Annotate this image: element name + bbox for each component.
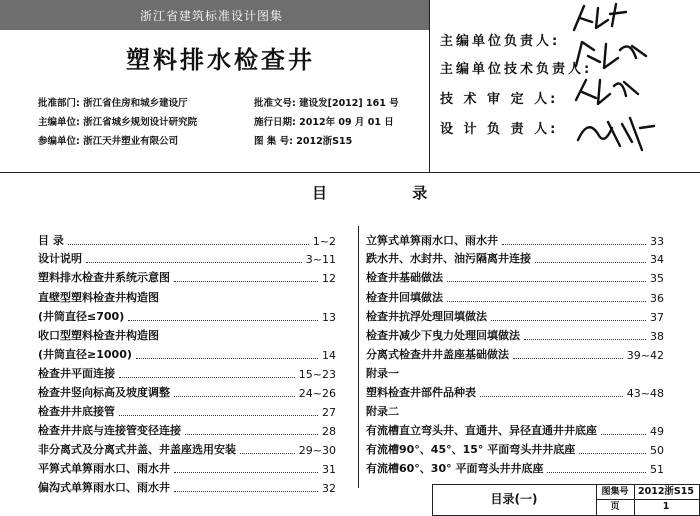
atlas-no-value: 2012浙S15 bbox=[637, 486, 694, 497]
resp-tech-reviewer: 技 术 审 定 人: bbox=[440, 92, 559, 107]
signature-2 bbox=[576, 42, 646, 68]
toc-entry[interactable]: 检查井基础做法 35 bbox=[366, 271, 664, 285]
toc-entry[interactable]: 塑料排水检查井系统示意图 12 bbox=[38, 271, 336, 285]
signatures bbox=[560, 0, 700, 172]
meta-approver bbox=[38, 95, 188, 109]
toc-entry-heading[interactable]: 收口型塑料检查井构造图 bbox=[38, 329, 159, 342]
toc-divider bbox=[358, 226, 359, 488]
resp-chief-tech-head: 主编单位技术负责人: bbox=[440, 62, 593, 77]
toc-entry[interactable]: 检查井回填做法 36 bbox=[366, 291, 664, 305]
toc-heading: 目 录 bbox=[312, 184, 468, 202]
toc-appendix-heading[interactable]: 附录二 bbox=[366, 405, 399, 418]
meta-key: 批准文号: bbox=[254, 98, 296, 109]
signature-3 bbox=[576, 80, 638, 104]
toc-entry[interactable]: 目 录 1~2 bbox=[38, 234, 336, 248]
series-title: 浙江省建筑标准设计图集 bbox=[140, 9, 284, 23]
toc-entry[interactable]: 跌水井、水封井、油污隔离井连接 34 bbox=[366, 252, 664, 266]
meta-co-unit bbox=[38, 133, 178, 147]
page-number: 1 bbox=[662, 501, 670, 512]
meta-key: 图 集 号: bbox=[254, 136, 293, 147]
toc-appendix-heading[interactable]: 附录一 bbox=[366, 367, 399, 380]
toc-entry[interactable]: (井筒直径≥1000) 14 bbox=[38, 348, 336, 362]
meta-key: 主编单位: bbox=[38, 117, 80, 128]
toc-entry[interactable]: 设计说明 3~11 bbox=[38, 252, 336, 266]
meta-chief-unit bbox=[38, 114, 197, 128]
toc-entry[interactable]: 检查井平面连接 15~23 bbox=[38, 367, 336, 381]
resp-chief-unit-head: 主编单位负责人: bbox=[440, 34, 561, 49]
meta-value: 浙江省城乡规划设计研究院 bbox=[83, 117, 198, 128]
toc-entry[interactable]: 塑料检查井部件品种表 43~48 bbox=[366, 386, 664, 400]
toc-entry-heading[interactable]: 直壁型塑料检查井构造图 bbox=[38, 291, 159, 304]
header-divider bbox=[429, 0, 430, 172]
toc-entry[interactable]: (井筒直径≤700) 13 bbox=[38, 310, 336, 324]
meta-key: 参编单位: bbox=[38, 136, 80, 147]
toc-entry[interactable]: 检查井井底与连接管变径连接 28 bbox=[38, 424, 336, 438]
toc-entry[interactable]: 检查井抗浮处理回填做法 37 bbox=[366, 310, 664, 324]
meta-value: 建设发[2012] 161 号 bbox=[299, 98, 399, 109]
signature-1 bbox=[574, 4, 626, 30]
sheet-title: 目录(一) bbox=[490, 492, 538, 506]
atlas-title: 塑料排水检查井 bbox=[126, 46, 315, 74]
toc-entry[interactable]: 立箅式单箅雨水口、雨水井 33 bbox=[366, 234, 664, 248]
toc-entry[interactable]: 检查井井底接管 27 bbox=[38, 405, 336, 419]
toc-entry[interactable]: 分离式检查井井盖座基础做法 39~42 bbox=[366, 348, 664, 362]
toc-entry[interactable]: 有流槽90°、45°、15° 平面弯头井井底座 50 bbox=[366, 443, 664, 457]
meta-key: 批准部门: bbox=[38, 98, 80, 109]
meta-value: 浙江省住房和城乡建设厅 bbox=[83, 98, 188, 109]
atlas-no-label: 图集号 bbox=[601, 487, 629, 497]
meta-effective-date bbox=[254, 114, 394, 128]
toc-entry[interactable]: 平箅式单箅雨水口、雨水井 31 bbox=[38, 462, 336, 476]
meta-atlas-no bbox=[254, 133, 352, 147]
header-bottom-rule bbox=[0, 172, 700, 173]
page-label: 页 bbox=[610, 502, 620, 512]
toc-entry[interactable]: 检查井竖向标高及坡度调整 24~26 bbox=[38, 386, 336, 400]
meta-key: 施行日期: bbox=[254, 117, 296, 128]
meta-approval-no bbox=[254, 95, 399, 109]
toc-entry[interactable]: 有流槽直立弯头井、直通井、异径直通井井底座 49 bbox=[366, 424, 664, 438]
toc-entry[interactable]: 非分离式及分离式井盖、井盖座选用安装 29~30 bbox=[38, 443, 336, 457]
toc-entry[interactable]: 有流槽60°、30° 平面弯头井井底座 51 bbox=[366, 462, 664, 476]
toc-entry[interactable]: 检查井减少下曳力处理回填做法 38 bbox=[366, 329, 664, 343]
toc-entry[interactable]: 偏沟式单箅雨水口、雨水井 32 bbox=[38, 481, 336, 495]
meta-value: 2012浙S15 bbox=[296, 136, 353, 147]
meta-value: 浙江天井塑业有限公司 bbox=[83, 136, 179, 147]
signature-4 bbox=[578, 118, 654, 150]
series-banner bbox=[0, 0, 430, 30]
resp-design-head: 设 计 负 责 人: bbox=[440, 122, 559, 137]
meta-value: 2012年 09 月 01 日 bbox=[299, 117, 394, 128]
